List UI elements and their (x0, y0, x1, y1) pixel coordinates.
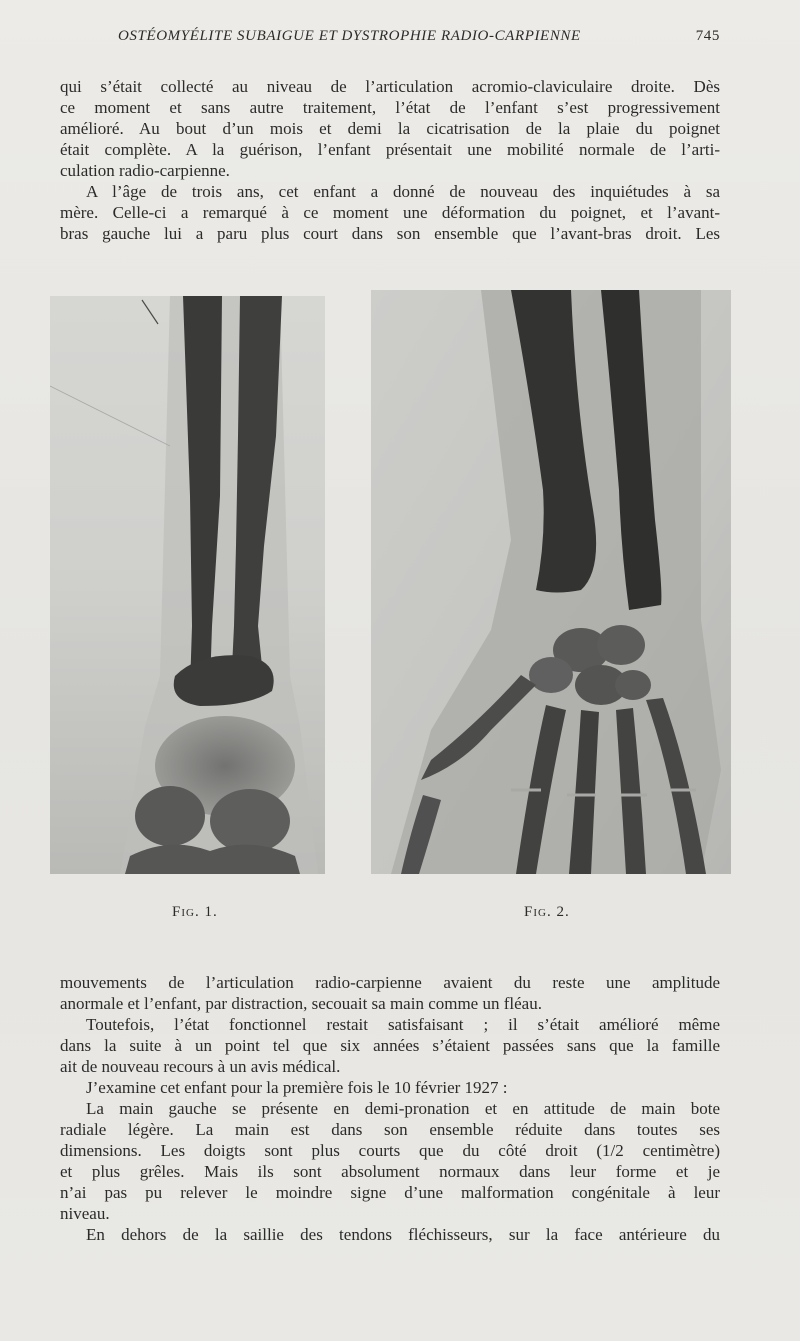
running-header (60, 28, 720, 52)
text-line: n’ai pas pu relever le moindre signe d’une malformation congénitale à leur (60, 1183, 720, 1202)
text-line: anormale et l’enfant, par distraction, secouait sa main comme un fléau. (60, 994, 542, 1013)
text-line: La main gauche se présente en demi-pronation et en attitude de main bote (86, 1099, 720, 1118)
running-title: OSTÉOMYÉLITE SUBAIGUE ET DYSTROPHIE RADIO-CARPIENNE (118, 28, 581, 44)
figure-1-radiograph (50, 296, 325, 874)
text-line: amélioré. Au bout d’un mois et demi la cicatrisation de la plaie du poignet (60, 119, 720, 138)
text-line: culation radio-carpienne. (60, 161, 230, 180)
text-line: mouvements de l’articulation radio-carpienne avaient du reste une amplitude (60, 973, 720, 992)
text-line: A l’âge de trois ans, cet enfant a donné de nouveau des inquiétudes à sa (86, 182, 720, 201)
text-line: était complète. A la guérison, l’enfant présentait une mobilité normale de l’arti- (60, 140, 720, 159)
figure-2-radiograph (371, 290, 731, 874)
text-line: bras gauche lui a paru plus court dans son ensemble que l’avant-bras droit. Les (60, 224, 720, 243)
text-line: radiale légère. La main est dans son ensemble réduite dans toutes ses (60, 1120, 720, 1139)
text-line: J’examine cet enfant pour la première fois le 10 février 1927 : (86, 1078, 508, 1097)
text-line: mère. Celle-ci a remarqué à ce moment une déformation du poignet, et l’avant- (60, 203, 720, 222)
forearm-xray-image (50, 296, 325, 874)
text-line: ait de nouveau recours à un avis médical. (60, 1057, 341, 1076)
text-line: Toutefois, l’état fonctionnel restait satisfaisant ; il s’était amélioré même (86, 1015, 720, 1034)
text-line: dimensions. Les doigts sont plus courts que du côté droit (1/2 centimètre) (60, 1141, 720, 1160)
text-line: En dehors de la saillie des tendons fléchisseurs, sur la face antérieure du (86, 1225, 720, 1244)
text-line: ce moment et sans autre traitement, l’état de l’enfant s’est progressivement (60, 98, 720, 117)
text-line: et plus grêles. Mais ils sont absolument normaux dans leur forme et je (60, 1162, 720, 1181)
text-line: qui s’était collecté au niveau de l’articulation acromio-claviculaire droite. Dès (60, 77, 720, 96)
text-line: dans la suite à un point tel que six années s’étaient passées sans que la famille (60, 1036, 720, 1055)
page-number: 745 (695, 28, 720, 44)
text-line: niveau. (60, 1204, 110, 1223)
hand-wrist-xray-image (371, 290, 731, 874)
top-paragraphs (60, 76, 720, 244)
bottom-paragraphs (60, 972, 720, 1245)
figure-2-caption: Fig. 2. (524, 904, 570, 920)
figure-1-caption: Fig. 1. (172, 904, 218, 920)
